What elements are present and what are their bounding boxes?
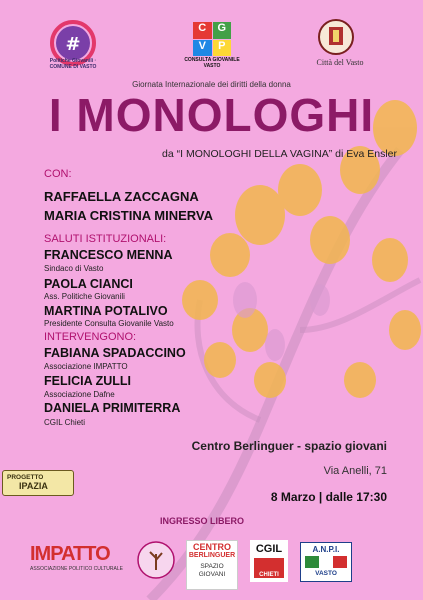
venue-name: Centro Berlinguer - spazio giovani	[191, 439, 387, 453]
consulta-giovanile-logo	[193, 22, 231, 56]
event-title: I MONOLOGHI	[48, 89, 375, 141]
speaker-name: PAOLA CIANCI	[44, 277, 133, 291]
berlinguer-line-2: BERLINGUER	[188, 552, 236, 559]
badge-line-1: PROGETTO	[7, 474, 44, 481]
anpi-vasto-label: VASTO	[315, 570, 337, 577]
svg-text:#: #	[65, 34, 81, 55]
consulta-letter-p: P	[213, 40, 232, 57]
badge-line-2: IPAZIA	[19, 481, 48, 491]
speaker-role: CGIL Chieti	[44, 418, 86, 427]
speaker-name: MARTINA POTALIVO	[44, 304, 168, 318]
politiche-giovanili-caption: Politiche Giovanili · COMUNE DI VASTO	[49, 58, 97, 70]
speaker-role: Presidente Consulta Giovanile Vasto	[44, 319, 174, 328]
citta-del-vasto-emblem	[317, 18, 355, 56]
berlinguer-line-4: GIOVANI	[198, 571, 226, 578]
cast-label: CON:	[44, 168, 72, 180]
consulta-caption: CONSULTA GIOVANILE VASTO	[184, 57, 240, 69]
consulta-letter-c: C	[193, 22, 212, 39]
cast-name: RAFFAELLA ZACCAGNA	[44, 189, 199, 204]
cgil-chieti-label: CHIETI	[254, 572, 284, 578]
speaker-name: FRANCESCO MENNA	[44, 248, 173, 262]
centro-berlinguer-logo	[186, 540, 238, 590]
occasion-line: Giornata Internazionale dei diritti della donna	[132, 80, 291, 89]
intervengono-label: INTERVENGONO:	[44, 331, 137, 343]
cgil-chieti-logo	[250, 540, 288, 582]
speaker-role: Sindaco di Vasto	[44, 264, 104, 273]
progetto-ipazia-badge	[2, 470, 74, 496]
event-date-time: 8 Marzo | dalle 17:30	[270, 490, 387, 504]
cgil-label: CGIL	[255, 543, 283, 555]
citta-del-vasto-caption: Città del Vasto	[316, 58, 364, 67]
berlinguer-line-1: CENTRO	[193, 542, 231, 552]
cast-name: MARIA CRISTINA MINERVA	[44, 208, 213, 223]
consulta-letter-v: V	[193, 40, 212, 57]
speaker-role: Associazione Dafne	[44, 390, 115, 399]
consulta-letter-g: G	[213, 22, 232, 39]
source-work-line: da “I MONOLOGHI DELLA VAGINA” di Eva Ensler	[162, 148, 397, 160]
free-entry-note: INGRESSO LIBERO	[160, 516, 245, 526]
anpi-vasto-logo	[300, 542, 352, 582]
speaker-name: DANIELA PRIMITERRA	[44, 401, 181, 415]
speaker-role: Ass. Politiche Giovanili	[44, 292, 125, 301]
speaker-name: FABIANA SPADACCINO	[44, 346, 186, 360]
saluti-label: SALUTI ISTITUZIONALI:	[44, 233, 167, 245]
impatto-caption: ASSOCIAZIONE POLITICO CULTURALE	[30, 566, 123, 572]
venue-address: Via Anelli, 71	[323, 465, 387, 477]
berlinguer-line-3: SPAZIO	[200, 563, 224, 570]
anpi-label: A.N.P.I.	[312, 545, 340, 554]
speaker-role: Associazione IMPATTO	[44, 362, 128, 371]
dafne-association-logo	[136, 540, 176, 580]
speaker-name: FELICIA ZULLI	[44, 374, 132, 388]
impatto-logo: IMPATTO	[30, 543, 110, 565]
